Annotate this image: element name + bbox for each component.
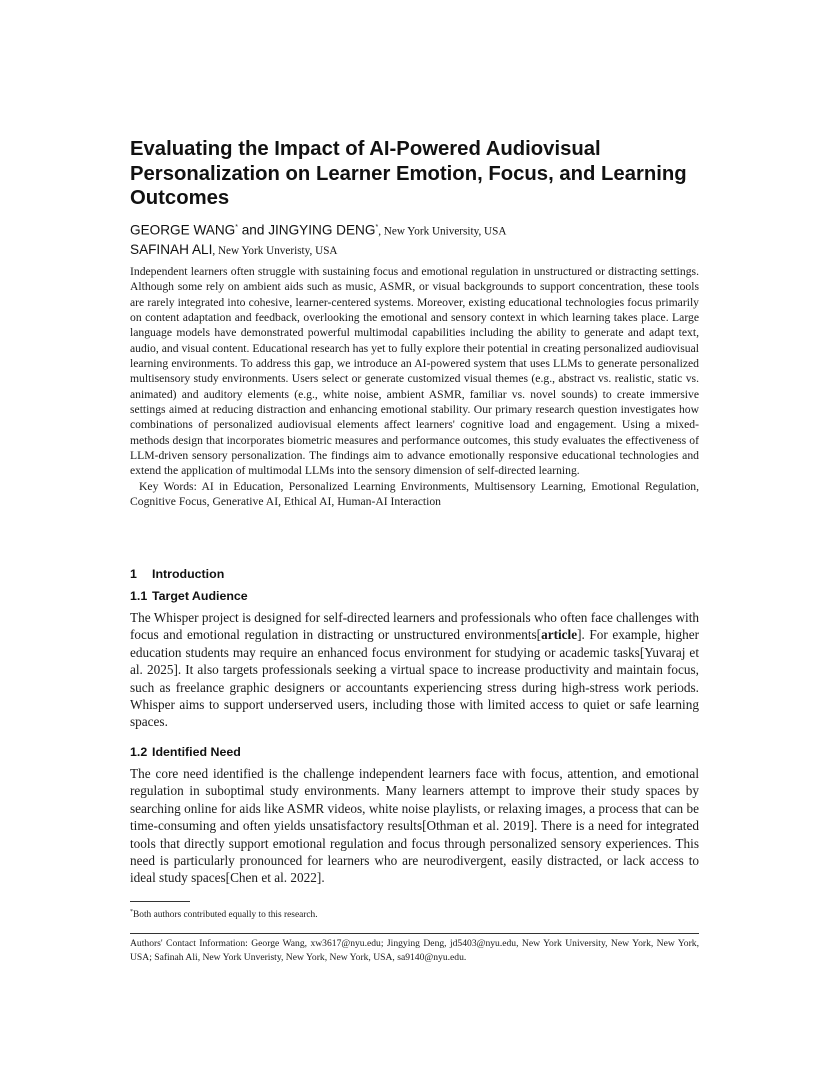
footnote <box>130 906 699 921</box>
author-line-1 <box>130 219 699 241</box>
subsection-heading-target-audience <box>130 589 699 603</box>
author-affiliation: , New York Unveristy, USA <box>212 245 338 258</box>
equal-contribution-mark: * <box>375 224 379 231</box>
section-number: 1 <box>130 567 137 581</box>
subsection-title: Target Audience <box>152 589 248 603</box>
section-title: Introduction <box>152 567 225 581</box>
contact-information: Authors' Contact Information: George Wang, xw3617@nyu.edu; Jingying Deng, jd5403@nyu.edu, New York University, New York, New York, USA; Safinah Ali, New York Unveristy, New York, New York, USA, sa9140@nyu.edu. <box>130 938 699 964</box>
abstract-text: Independent learners often struggle with sustaining focus and emotional regulation in unstructured or distracting settings. Although some rely on ambient aids such as music, ASMR, or visual backgrounds to support concentration, these tools are rarely integrated into cohesive, learner-centered systems. Moreover, existing educational technologies focus primarily on content adaptation and feedback, overlooking the emotional and sensory context in which learning takes place. Large language models have demonstrated powerful multimodal capabilities including the ability to generate and adapt text, audio, and visual content. Educational research has yet to fully explore their potential in creating personalized audiovisual learning environments. To address this gap, we introduce an AI-powered system that uses LLMs to generate personalized multisensory study environments. Users select or generate customized visual themes (e.g., abstract vs. realistic, static vs. animated) and auditory elements (e.g., white noise, ambient ASMR, familiar vs. novel sounds) to create immersive settings aimed at reducing distraction and enhancing emotional stability. Our primary research question investigates how combinations of personalized audiovisual elements affect learners' cognitive load and engagement. Using a mixed-methods design that incorporates biometric measures and performance outcomes, this study evaluates the effectiveness of LLM-driven sensory personalization. The findings aim to advance emotionally responsive educational technologies and extend the application of multimodal LLMs into the sensory dimension of self-directed learning. <box>130 265 699 478</box>
paragraph-text: The core need identified is the challenge independent learners face with focus, attention, and emotional regulation in suboptimal study environments. Many learners attempt to improve their study spaces by searching online for aids like ASMR videos, white noise playlists, or relaxing images, a process that can be time-consuming and often yields unsatisfactory results[Othman et al. 2019]. There is a need for integrated tools that directly support emotional regulation and focus through personalized sensory experiences. This need is particularly pronounced for learners who are neurodivergent, easily distracted, or lack access to ideal study spaces[Chen et al. 2022]. <box>130 766 699 886</box>
contact-rule <box>130 933 699 934</box>
author-george-wang: GEORGE WANG <box>130 222 236 238</box>
subsection-heading-identified-need <box>130 745 699 759</box>
equal-contribution-mark: * <box>235 224 238 231</box>
footnote-text: Both authors contributed equally to this research. <box>133 910 318 921</box>
author-safinah-ali: SAFINAH ALI <box>130 242 213 258</box>
paper-title: Evaluating the Impact of AI-Powered Audiovisual Personalization on Learner Emotion, Focus, and Learning Outcomes <box>130 138 687 209</box>
author-line-2 <box>130 241 699 261</box>
author-conjunction: and <box>237 222 269 238</box>
footnote-mark: * <box>130 909 133 915</box>
subsection-number: 1.2 <box>130 745 148 759</box>
section-heading-introduction <box>130 567 699 581</box>
paragraph-text: ]. For example, higher education students may require an enhanced focus environment for studying or academic tasks[Yuvaraj et al. 2025]. It also targets professionals seeking a virtual space to increase productivity and maintain focus, such as freelance graphic designers or accountants experiencing stress during high-stress work periods. Whisper aims to support underserved users, including those with limited access to quiet or safe learning spaces. <box>130 627 699 730</box>
author-affiliation: , New York University, USA <box>378 225 507 238</box>
subsection-title: Identified Need <box>152 745 241 759</box>
author-block <box>130 219 699 261</box>
citation-article: article <box>541 627 578 643</box>
author-jingying-deng: JINGYING DENG <box>268 222 376 238</box>
paragraph-target-audience <box>130 609 699 731</box>
footnote-rule <box>130 901 190 902</box>
paragraph-identified-need <box>130 765 699 887</box>
subsection-number: 1.1 <box>130 589 148 603</box>
keywords: Key Words: AI in Education, Personalized Learning Environments, Multisensory Learning, Emotional Regulation, Cognitive Focus, Generative AI, Ethical AI, Human-AI Interaction <box>130 479 699 509</box>
paragraph-text: The Whisper project is designed for self-directed learners and professionals who often face challenges with focus and emotional regulation in distracting or unstructured environments[ <box>130 610 699 643</box>
abstract <box>130 264 699 510</box>
